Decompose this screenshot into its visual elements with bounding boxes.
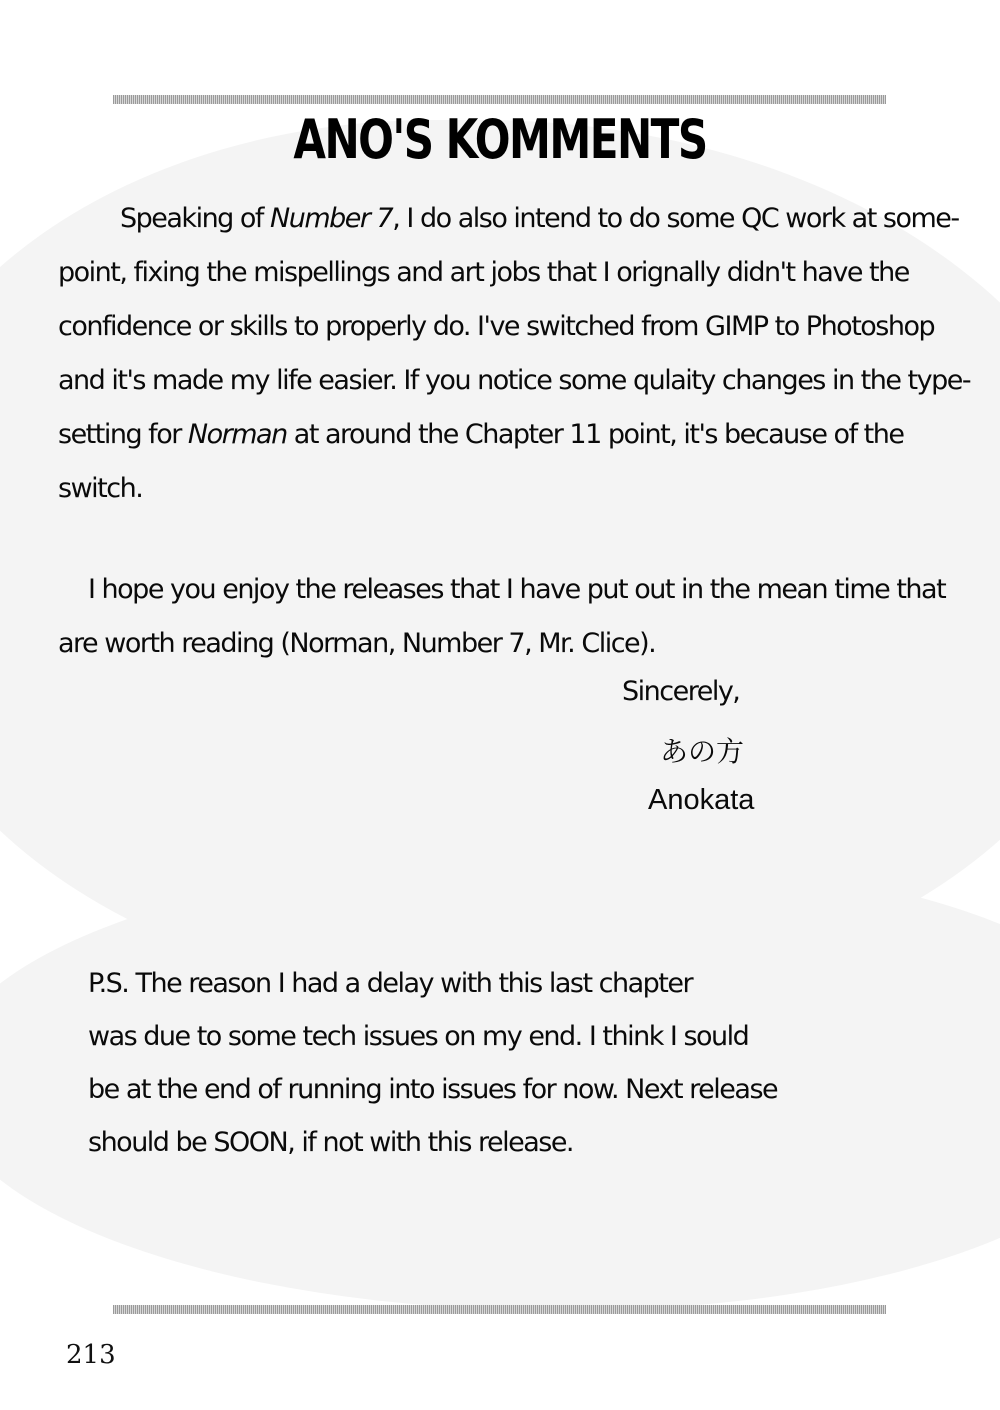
text-line: setting for Norman at around the Chapter 11 point, it's because of the [58,419,904,450]
signature-name: Anokata [648,784,755,816]
bottom-divider [113,1305,886,1314]
paragraph-2 [58,563,948,671]
top-divider [113,95,886,104]
postscript [88,957,888,1169]
text-line: Speaking of Number 7, I do also intend to do some QC work at some- [120,203,959,234]
text-line: I hope you enjoy the releases that I have put out in the mean time that [88,574,946,605]
page-number: 213 [66,1340,116,1370]
text-line: are worth reading (Norman, Number 7, Mr. Clice). [58,628,656,659]
text-line: and it's made my life easier. If you notice some qulaity changes in the type- [58,365,971,396]
text-line: was due to some tech issues on my end. I think I sould [88,1021,749,1052]
paragraph-1 [58,192,971,516]
text-line: switch. [58,473,143,504]
text-line: should be SOON, if not with this release. [88,1127,574,1158]
title-reference: Norman [187,419,287,450]
title-reference: Number 7 [270,203,393,234]
signature-japanese-name: あの方 [660,735,745,768]
page-title: ANO'S KOMMENTS [293,108,707,171]
text-line: point, fixing the mispellings and art jobs that I orignally didn't have the [58,257,909,288]
text-line: confidence or skills to properly do. I've switched from GIMP to Photoshop [58,311,935,342]
text-line: be at the end of running into issues for now. Next release [88,1074,778,1105]
signature-closing: Sincerely, [622,676,740,707]
text-line: P.S. The reason I had a delay with this last chapter [88,968,693,999]
